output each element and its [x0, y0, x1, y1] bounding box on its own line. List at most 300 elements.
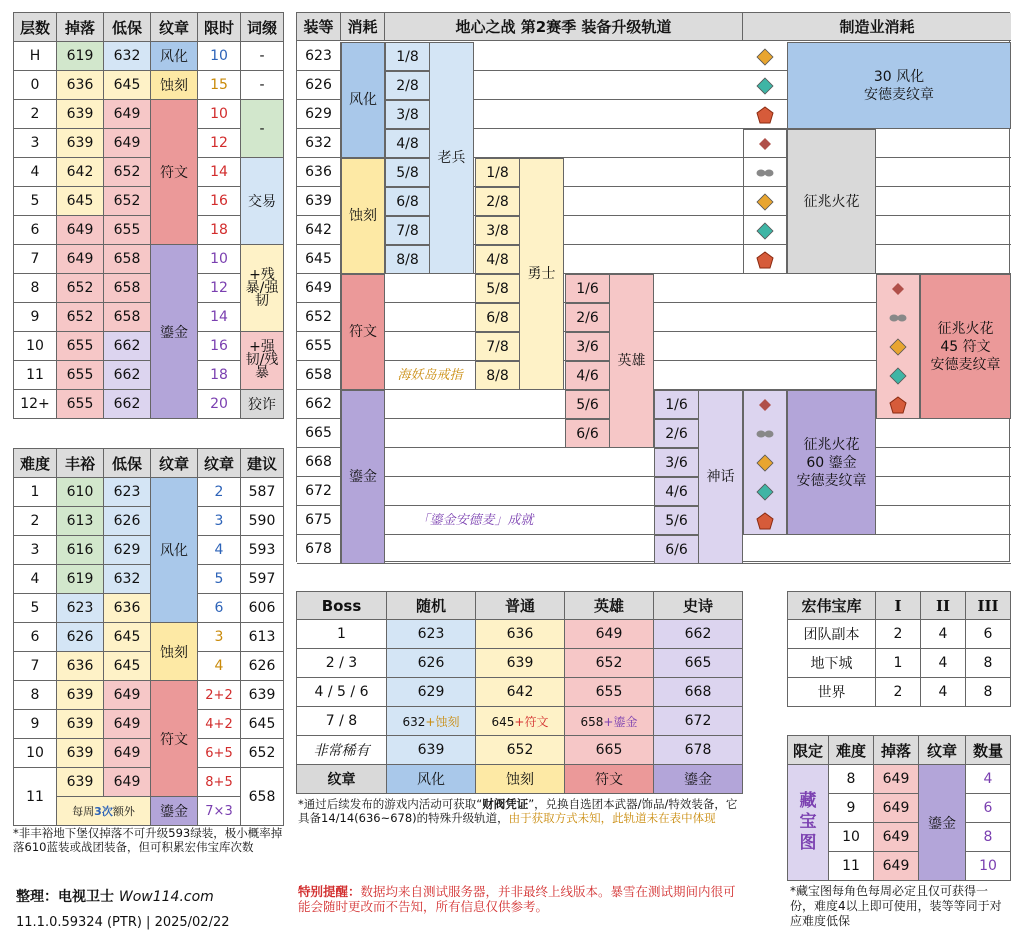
- layer-cell: H: [14, 42, 57, 71]
- table-row: [297, 707, 743, 736]
- col-header: II: [921, 592, 966, 620]
- time-cell: 12: [198, 274, 241, 303]
- crest-cell: 鎏金: [151, 245, 198, 419]
- ilvl-cell: 652: [565, 649, 654, 678]
- layer-table: [13, 12, 284, 419]
- crest-count-cell: 2+2: [198, 681, 241, 710]
- table-row: [14, 390, 284, 419]
- drop-cell: 652: [57, 274, 104, 303]
- ilvl-cell: 675: [297, 506, 341, 535]
- amount-cell: 6: [966, 794, 1011, 823]
- drop-cell: 645: [57, 187, 104, 216]
- suggest-cell: 658: [241, 768, 284, 826]
- track-step-cell: 5/8: [385, 158, 430, 187]
- suggest-cell: 593: [241, 536, 284, 565]
- bountiful-cell: 610: [57, 478, 104, 507]
- bountiful-cell: 639: [57, 710, 104, 739]
- ilvl-cell: 632: [297, 129, 341, 158]
- table-row: [14, 652, 284, 681]
- vault-table: [787, 591, 1011, 707]
- ilvl-cell: 645: [297, 245, 341, 274]
- col-header: 英雄: [565, 592, 654, 620]
- ilvl-cell: 626: [297, 71, 341, 100]
- chain-icon: [743, 419, 787, 448]
- raid-note: [298, 797, 738, 825]
- track-step-cell: 8/8: [385, 245, 430, 274]
- track-step-cell: 1/8: [475, 158, 520, 187]
- time-cell: 14: [198, 158, 241, 187]
- credit-line: [16, 886, 214, 906]
- col-header: 词缀: [241, 13, 284, 42]
- affix-cell: 交易: [241, 158, 284, 245]
- bountiful-cell: 639: [57, 681, 104, 710]
- floor-cell: 632: [104, 42, 151, 71]
- crest-cell: 鎏金: [919, 765, 966, 881]
- track-name-cell: 勇士: [519, 158, 564, 390]
- drop-cell: 642: [57, 158, 104, 187]
- difficulty-cell: 3: [14, 536, 57, 565]
- table-row: [14, 100, 284, 129]
- note-text: *通过后续发布的游戏内活动可获取“: [298, 797, 483, 811]
- time-cell: 14: [198, 303, 241, 332]
- ilvl-cell: 655: [565, 678, 654, 707]
- ilvl-cell: 639: [297, 187, 341, 216]
- ilvl-cell: 623: [387, 620, 476, 649]
- col-header: 随机: [387, 592, 476, 620]
- ilvl-cell: 642: [297, 216, 341, 245]
- difficulty-cell: 9: [829, 794, 874, 823]
- floor-cell: 645: [104, 652, 151, 681]
- version-line: 11.1.0.59324 (PTR) | 2025/02/22: [16, 915, 230, 930]
- difficulty-cell: 11: [829, 852, 874, 881]
- col-header: 纹章: [919, 736, 966, 765]
- affix-cell: +残暴/强韧: [241, 245, 284, 332]
- crest-count-cell: 7×3: [198, 797, 241, 826]
- track-step-cell: 2/8: [385, 71, 430, 100]
- ilvl-cell: 649: [297, 274, 341, 303]
- red-icon: [743, 100, 787, 129]
- suggest-cell: 645: [241, 710, 284, 739]
- credit-label: 整理：电视卫士: [16, 889, 114, 905]
- table-row: [14, 710, 284, 739]
- extra-crest: +蚀刻: [425, 714, 460, 729]
- achievement-note: 「鎏金安德麦」成就: [416, 512, 534, 528]
- craft-cost-cell: 征兆火花 45 符文 安德麦纹章: [920, 274, 1011, 419]
- ilvl-cell: 672: [297, 477, 341, 506]
- note-bold: 财阀凭证: [482, 797, 529, 811]
- difficulty-cell: 5: [14, 594, 57, 623]
- grid-title: 地心之战 第2赛季 装备升级轨道: [385, 13, 743, 41]
- table-row: [14, 594, 284, 623]
- crest-cell: 鎏金: [151, 797, 198, 826]
- extra-crest: +符文: [514, 714, 549, 729]
- warning-label: 特别提醒：: [298, 884, 361, 899]
- suggest-cell: 652: [241, 739, 284, 768]
- suggest-cell: 606: [241, 594, 284, 623]
- floor-cell: 662: [104, 332, 151, 361]
- track-step-cell: 6/8: [385, 187, 430, 216]
- layer-cell: 6: [14, 216, 57, 245]
- bounty-table: [787, 735, 1011, 881]
- floor-cell: 649: [104, 739, 151, 768]
- layer-cell: 7: [14, 245, 57, 274]
- crest-cell: 鎏金: [654, 765, 743, 794]
- col-header: 难度: [829, 736, 874, 765]
- ilvl-cell: 652: [476, 736, 565, 765]
- craft-cost-cell: 30 风化 安德麦纹章: [787, 42, 1011, 129]
- time-cell: 16: [198, 187, 241, 216]
- floor-cell: 636: [104, 594, 151, 623]
- time-cell: 16: [198, 332, 241, 361]
- crest-count-cell: 8+5: [198, 768, 241, 797]
- table-row: [788, 678, 1011, 707]
- difficulty-cell: 1: [14, 478, 57, 507]
- crest-cell: 符文: [151, 681, 198, 797]
- table-row: [788, 765, 1011, 794]
- ilvl-cell: 642: [476, 678, 565, 707]
- ilvl-cell: 668: [297, 448, 341, 477]
- warning-text: [298, 884, 738, 914]
- table-row: [14, 739, 284, 768]
- floor-cell: 658: [104, 303, 151, 332]
- table-row: [14, 158, 284, 187]
- table-row: [14, 565, 284, 594]
- chain-icon: [876, 303, 920, 332]
- difficulty-cell: 11: [14, 768, 57, 826]
- table-row: [297, 620, 743, 649]
- crest-count-cell: 4+2: [198, 710, 241, 739]
- table-row: [14, 332, 284, 361]
- difficulty-cell: 6: [14, 623, 57, 652]
- amber-icon: [876, 332, 920, 361]
- track-step-cell: 5/6: [565, 390, 610, 419]
- table-row: [297, 765, 743, 794]
- crest-count-cell: 3: [198, 623, 241, 652]
- ilvl-cell: 658: [297, 361, 341, 390]
- track-step-cell: 1/8: [385, 42, 430, 71]
- col-header: 低保: [104, 449, 151, 478]
- vault-cell: 4: [921, 678, 966, 707]
- weekly-count: 3次: [94, 805, 113, 818]
- track-step-cell: 4/8: [475, 245, 520, 274]
- difficulty-cell: 10: [14, 739, 57, 768]
- affix-cell: -: [241, 100, 284, 158]
- boss-cell: 2 / 3: [297, 649, 387, 678]
- track-step-cell: 3/6: [565, 332, 610, 361]
- track-step-cell: 2/8: [475, 187, 520, 216]
- ilvl-cell: 662: [297, 390, 341, 419]
- floor-cell: 626: [104, 507, 151, 536]
- ilvl-cell: 649: [565, 620, 654, 649]
- red-icon: [743, 506, 787, 535]
- floor-cell: 655: [104, 216, 151, 245]
- vault-cell: 2: [876, 620, 921, 649]
- vault-source: 团队副本: [788, 620, 876, 649]
- difficulty-cell: 2: [14, 507, 57, 536]
- ilvl-cell: [476, 707, 565, 736]
- crest-count-cell: 2: [198, 478, 241, 507]
- amount-cell: 10: [966, 852, 1011, 881]
- vault-cell: 4: [921, 620, 966, 649]
- cost-header: 消耗: [341, 13, 385, 41]
- vault-cell: 8: [966, 649, 1011, 678]
- floor-cell: 658: [104, 274, 151, 303]
- drop-cell: 649: [874, 852, 919, 881]
- drop-cell: 652: [57, 303, 104, 332]
- cost-crest-cell: 蚀刻: [341, 158, 385, 274]
- vault-source: 世界: [788, 678, 876, 707]
- col-header: 限时: [198, 13, 241, 42]
- crest-count-cell: 6: [198, 594, 241, 623]
- weekly-extra-cell: [57, 797, 151, 826]
- layer-cell: 0: [14, 71, 57, 100]
- floor-cell: 629: [104, 536, 151, 565]
- raid-table: [296, 591, 743, 794]
- bountiful-cell: 619: [57, 565, 104, 594]
- extra-crest: +鎏金: [603, 714, 638, 729]
- amber-icon: [743, 448, 787, 477]
- table-row: [297, 678, 743, 707]
- floor-cell: 652: [104, 158, 151, 187]
- ilvl-cell: [387, 707, 476, 736]
- boss-cell: 1: [297, 620, 387, 649]
- track-step-cell: 5/8: [475, 274, 520, 303]
- time-cell: 10: [198, 42, 241, 71]
- affix-cell: -: [241, 71, 284, 100]
- suggest-cell: 590: [241, 507, 284, 536]
- difficulty-cell: 10: [829, 823, 874, 852]
- bounty-map-label: 藏宝图: [788, 765, 829, 881]
- suggest-cell: 587: [241, 478, 284, 507]
- suggest-cell: 613: [241, 623, 284, 652]
- red-icon: [876, 390, 920, 419]
- amount-cell: 4: [966, 765, 1011, 794]
- teal-icon: [876, 361, 920, 390]
- crest-count-cell: 3: [198, 507, 241, 536]
- ilvl-cell: 655: [297, 332, 341, 361]
- ilvl-cell: 623: [297, 42, 341, 71]
- table-row: [297, 649, 743, 678]
- craft-cost-cell: 征兆火花: [787, 129, 876, 274]
- boss-cell: 非常稀有: [297, 736, 387, 765]
- floor-cell: 645: [104, 71, 151, 100]
- ilvl-cell: 665: [565, 736, 654, 765]
- affix-cell: +强韧/残暴: [241, 332, 284, 390]
- cost-crest-cell: 鎏金: [341, 390, 385, 564]
- ilvl-cell: 629: [387, 678, 476, 707]
- bounty-note: *藏宝图每角色每周必定且仅可获得一份，难度4以上即可使用，装等等同于对应难度低保: [790, 884, 1002, 928]
- layer-cell: 2: [14, 100, 57, 129]
- suggest-cell: 597: [241, 565, 284, 594]
- layer-cell: 9: [14, 303, 57, 332]
- bountiful-cell: 639: [57, 739, 104, 768]
- crest-cell: 蚀刻: [476, 765, 565, 794]
- col-header: 低保: [104, 13, 151, 42]
- track-step-cell: 7/8: [475, 332, 520, 361]
- time-cell: 18: [198, 361, 241, 390]
- vault-cell: 8: [966, 678, 1011, 707]
- time-cell: 18: [198, 216, 241, 245]
- vault-source: 地下城: [788, 649, 876, 678]
- track-step-cell: 8/8: [475, 361, 520, 390]
- bountiful-cell: 623: [57, 594, 104, 623]
- ilvl-cell: 672: [654, 707, 743, 736]
- teal-icon: [743, 71, 787, 100]
- table-row: [14, 478, 284, 507]
- ilvl-cell: 665: [297, 419, 341, 448]
- note-text: ”，兑换自选团本武器/饰品/特效装备，它具备14/14(636~678)的特殊升级轨道，: [298, 797, 738, 825]
- col-header: III: [966, 592, 1011, 620]
- col-header: 史诗: [654, 592, 743, 620]
- table-row: [14, 536, 284, 565]
- drop-cell: 655: [57, 332, 104, 361]
- col-header: 宏伟宝库: [788, 592, 876, 620]
- track-name-cell: 英雄: [609, 274, 654, 448]
- affix-cell: 狡诈: [241, 390, 284, 419]
- grid-row-line: [385, 129, 1011, 158]
- track-step-cell: 4/6: [654, 477, 699, 506]
- cost-crest-cell: 符文: [341, 274, 385, 390]
- crest-cell: 风化: [387, 765, 476, 794]
- time-cell: 10: [198, 100, 241, 129]
- crest-label-cell: 纹章: [297, 765, 387, 794]
- table-row: [14, 768, 284, 797]
- table-row: [14, 71, 284, 100]
- ilvl-cell: 678: [654, 736, 743, 765]
- table-row: [14, 507, 284, 536]
- ilvl-header: 装等: [297, 13, 341, 41]
- spark-icon: [876, 274, 920, 303]
- table-row: [14, 245, 284, 274]
- crest-cell: 风化: [151, 478, 198, 623]
- vault-cell: 6: [966, 620, 1011, 649]
- bountiful-note: *非丰裕地下堡仅掉落不可升级593绿装，极小概率掉落610蓝装或战团装备，但可积累宏伟宝库次数: [13, 826, 283, 854]
- teal-icon: [743, 477, 787, 506]
- credit-site: Wow114.com: [118, 889, 214, 905]
- ilvl-cell: 639: [476, 649, 565, 678]
- amber-icon: [743, 42, 787, 71]
- ilvl-cell: 636: [476, 620, 565, 649]
- floor-cell: 623: [104, 478, 151, 507]
- ilvl-value: 632: [402, 714, 426, 729]
- time-cell: 12: [198, 129, 241, 158]
- difficulty-cell: 8: [829, 765, 874, 794]
- ilvl-cell: 662: [654, 620, 743, 649]
- suggest-cell: 626: [241, 652, 284, 681]
- weekly-text: 额外: [112, 805, 135, 818]
- ilvl-cell: 626: [387, 649, 476, 678]
- crest-cell: 符文: [151, 100, 198, 245]
- track-step-cell: 2/6: [654, 419, 699, 448]
- layer-cell: 11: [14, 361, 57, 390]
- track-step-cell: 3/8: [385, 100, 430, 129]
- cost-crest-cell: 风化: [341, 42, 385, 158]
- layer-cell: 12+: [14, 390, 57, 419]
- affix-cell: -: [241, 42, 284, 71]
- drop-cell: 639: [57, 129, 104, 158]
- drop-cell: 655: [57, 361, 104, 390]
- layer-cell: 5: [14, 187, 57, 216]
- boss-cell: 4 / 5 / 6: [297, 678, 387, 707]
- layer-cell: 10: [14, 332, 57, 361]
- col-header: 层数: [14, 13, 57, 42]
- bountiful-cell: 616: [57, 536, 104, 565]
- table-row: [14, 681, 284, 710]
- track-step-cell: 6/8: [475, 303, 520, 332]
- col-header: 掉落: [57, 13, 104, 42]
- crest-count-cell: 5: [198, 565, 241, 594]
- upgrade-track-grid: [296, 12, 1010, 562]
- vault-cell: 1: [876, 649, 921, 678]
- col-header: I: [876, 592, 921, 620]
- bountiful-cell: 626: [57, 623, 104, 652]
- floor-cell: 649: [104, 710, 151, 739]
- col-header: 数量: [966, 736, 1011, 765]
- col-header: 普通: [476, 592, 565, 620]
- drop-cell: 649: [874, 765, 919, 794]
- track-step-cell: 4/6: [565, 361, 610, 390]
- drop-cell: 649: [57, 216, 104, 245]
- drop-cell: 649: [874, 794, 919, 823]
- track-step-cell: 1/6: [565, 274, 610, 303]
- bountiful-cell: 636: [57, 652, 104, 681]
- track-step-cell: 4/8: [385, 129, 430, 158]
- table-row: [14, 623, 284, 652]
- crest-cell: 蚀刻: [151, 71, 198, 100]
- track-name-cell: 老兵: [429, 42, 474, 274]
- floor-cell: 658: [104, 245, 151, 274]
- ilvl-cell: [565, 707, 654, 736]
- ilvl-cell: 678: [297, 535, 341, 564]
- table-row: [297, 736, 743, 765]
- ilvl-value: 645: [491, 714, 515, 729]
- col-header: 纹章: [151, 13, 198, 42]
- crest-count-cell: 4: [198, 536, 241, 565]
- difficulty-cell: 4: [14, 565, 57, 594]
- drop-cell: 655: [57, 390, 104, 419]
- time-cell: 15: [198, 71, 241, 100]
- crest-cell: 符文: [565, 765, 654, 794]
- table-row: [788, 649, 1011, 678]
- table-row: [14, 42, 284, 71]
- col-header: 纹章: [198, 449, 241, 478]
- ilvl-cell: 668: [654, 678, 743, 707]
- drop-cell: 619: [57, 42, 104, 71]
- table-row: [788, 620, 1011, 649]
- ring-note: 海妖岛戒指: [397, 367, 463, 383]
- floor-cell: 649: [104, 129, 151, 158]
- bountiful-cell: 639: [57, 768, 104, 797]
- floor-cell: 652: [104, 187, 151, 216]
- ilvl-cell: 636: [297, 158, 341, 187]
- col-header: 掉落: [874, 736, 919, 765]
- crest-count-cell: 4: [198, 652, 241, 681]
- track-step-cell: 6/6: [654, 535, 699, 564]
- crest-count-cell: 6+5: [198, 739, 241, 768]
- col-header: Boss: [297, 592, 387, 620]
- ilvl-cell: 652: [297, 303, 341, 332]
- ilvl-cell: 639: [387, 736, 476, 765]
- bountiful-table: [13, 448, 284, 826]
- vault-cell: 4: [921, 649, 966, 678]
- crest-cell: 蚀刻: [151, 623, 198, 681]
- floor-cell: 645: [104, 623, 151, 652]
- note-warning: 由于获取方式未知，此轨道未在表中体现: [508, 811, 716, 825]
- suggest-cell: 639: [241, 681, 284, 710]
- difficulty-cell: 7: [14, 652, 57, 681]
- track-step-cell: 3/6: [654, 448, 699, 477]
- craft-header: 制造业消耗: [839, 18, 915, 36]
